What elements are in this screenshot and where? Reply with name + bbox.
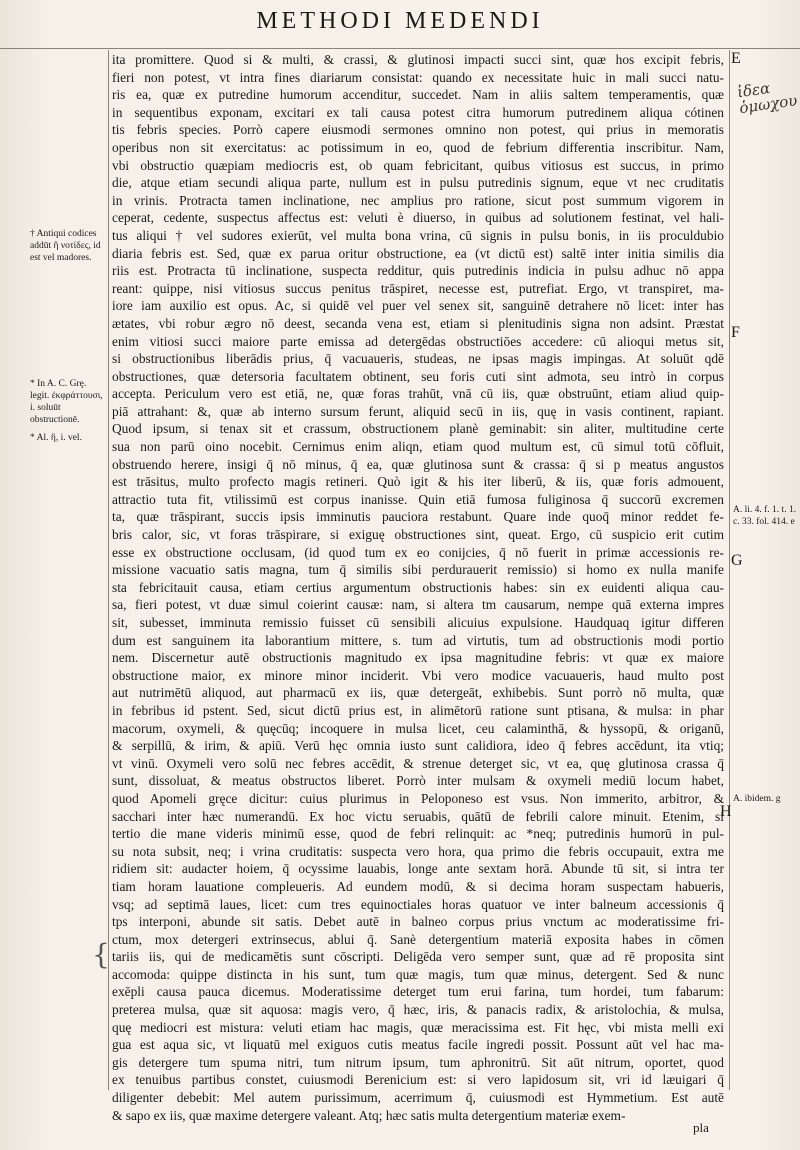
text-line: operibus non sit exercitatus: ac potissimum in eo, quod de febrium differentia inscribitur. Nam, <box>112 139 724 155</box>
text-line: tertio die mane videris minimū esse, quod de febri relinquit: ac *neq; putredinis humorū in pul- <box>112 826 724 842</box>
main-text-block <box>112 51 724 1124</box>
text-line: ceperat, cedente, suspectus affectus est: veluti è diuerso, in quibus ad solutionem festinat, vel hali- <box>112 210 724 226</box>
text-line: ridiem sit: audacter hoiem, q̄ ocyssime lauabis, longe ante sextam horā. Abunde tū sit, si intra ter <box>112 861 724 877</box>
text-line: esse ex obstructione occlusam, (id quod tum ex eo conijcies, q̄ nō fuerit in primæ accessionis re- <box>112 544 724 560</box>
right-column-rule <box>729 50 730 1090</box>
left-column-rule <box>108 50 109 1090</box>
left-margin-note-1: † Antiqui codices addūt ἢ νοτίδες, id est vel madores. <box>30 229 101 263</box>
text-line: missione vacuatio satis magna, tum q̄ similis sibi perdurauerit remissio) si homo ex nulla manife <box>112 562 724 578</box>
text-line: ex tenuibus partibus constet, cuiusmodi Berenicium est: si vero lapidosum sit, vri id læuigari q̄ <box>112 1072 724 1088</box>
text-line: tariis iis, qui de medicamētis sunt cōscripti. Deligēda vero semper sunt, quæ ad rē proposita sint <box>112 949 724 965</box>
text-line: quę mediocri est mistura: veluti etiam hac magis, quæ meracissima est. Fit hęc, vbi mista melli exi <box>112 1019 724 1035</box>
handwritten-annotation: ἰδεα ὁμωχου <box>735 78 799 118</box>
section-letter-h: H <box>720 803 732 820</box>
section-letter-e: E <box>731 50 741 67</box>
text-line: sua non parū oino nocebit. Cernimus enim aliqn, etiam quod multum est, cū simul totū cōfluit, <box>112 439 724 455</box>
text-line: preterea mulsa, quæ sit aquosa: magis vero, q̄ hæc, iris, & panacis radix, & aristolochia, & mulsa, <box>112 1002 724 1018</box>
text-line: vt vinū. Oxymeli vero solū nec febres accēdit, & strenue deterget sic, vt ea, quę glutinosa crassa q̄ <box>112 755 724 771</box>
text-line: exēpli causa pauca dicemus. Moderatissime deterget tum erui farina, tum hordei, tum fabarum: <box>112 984 724 1000</box>
text-line: ita promittere. Quod si & multi, & crassi, & glutinosi impacti succi sint, quæ hos excipit febris, <box>112 52 724 67</box>
text-line: diaria febris est. Sed, quæ ex parua oritur obstructione, ea (vt dictū est) saltē inter initia similis dia <box>112 245 724 261</box>
text-line: obstruendo herere, insigi q̄ nō minus, q̄ ea, quæ glutinosa sunt & crassa: q̄ si p meatus angustos <box>112 456 724 472</box>
text-line: tis febris species. Porrò capere eiusmodi sermones omnino non potest, qui prius in memoratis <box>112 122 724 138</box>
text-line: bris calor, sic, vt foras trāspirare, si exiguę obstructiones sint, queat. Ergo, cū suspicio erit cutim <box>112 527 724 543</box>
text-line: si obstructionibus liberādis prius, q̄ vacuaueris, studeas, ne ipsas magis impingas. At soluūt qdē <box>112 351 724 367</box>
text-line: macorum, oxymeli, & quęcūq; incoquere in mulsa licet, ceu calaminthā, & hyssopū, & origanū, <box>112 720 724 736</box>
left-margin-note-2: * In A. C. Grę. legit. ἐκφράττουσι, i. soluūt obstructionē. <box>30 379 103 425</box>
text-line: riis est. Protracta tū inclinatione, suspecta redditur, quis putredinis indicia in pulsu adhuc nō appa <box>112 263 724 279</box>
text-line: vsq; ad septimā laues, licet: cum tres equinoctiales horas quatuor ve inter balneum accessionis q̄ <box>112 896 724 912</box>
text-line: Quod ipsum, si tenax sit et crassum, obstructionem planè geminabit: sin aliter, multitudine certe <box>112 421 724 437</box>
text-line: est trāsitus, multo profecto magis retineri. Quò igit & his iter liberū, & iis, quæ foris admouent, <box>112 474 724 490</box>
text-line: gis detergere tum spuma nitri, tum nitrum ipsum, tum aphronitrū. Sit aūt nitrum, oportet, quod <box>112 1054 724 1070</box>
text-line: tps interponi, abunde sit satis. Debet autē in balneo corpus prius vnctum ac moderatissime fri- <box>112 914 724 930</box>
text-line: diligenter debebit: Mel autem purissimum, acerrimum q̄, cuiusmodi est Hymmetium. Est autē <box>112 1090 724 1106</box>
margin-brace-mark: { <box>92 938 110 971</box>
text-line: gua est aqua sic, vt liquatū mel exiguos cutis meatus facile ingredi possit. Possunt aūt vel hac ma- <box>112 1037 724 1053</box>
text-line: ris ea, quæ ex putredine humorum accenditur, succedet. Nam in aliis saltem temperamentis, quæ <box>112 87 724 103</box>
text-line: nem. Discernetur autē obstructionis magnitudo ex ipsa magnitudine febris: vt quæ ex maiore <box>112 650 724 666</box>
text-line: piā attrahant: &, quæ ab interno sursum ferunt, aliquid secū in iis, quę in vasis continent, rapiant. <box>112 403 724 419</box>
left-margin-note-3: * Al. ἢ, i. vel. <box>30 433 82 443</box>
header-rule <box>0 48 800 49</box>
catchword: pla <box>693 1120 709 1135</box>
text-line: & serpillū, & irim, & apiū. Verū hęc omnia iusto sunt calidiora, ideo q̄ febres accēdunt, ita vtiq; <box>112 738 724 754</box>
text-line: sta febricitauit causa, etiam certius argumentum obstructionis habes: sin ex euidenti aliqua cau- <box>112 579 724 595</box>
right-margin-note-1: A. li. 4. f. 1. t. 1. c. 33. fol. 414. e <box>733 505 797 527</box>
text-line: in febribus id pstent. Sed, sicut dictū prius est, in alimētorū ratione sunt ptisana, & mulsa: in phar <box>112 702 724 718</box>
text-line: sunt, dissoluat, & meatus obstructos liberet. Porrò inter mulsam & oxymeli mediū locum habet, <box>112 773 724 789</box>
text-line: enim vitiosi succi maiore parte emissa ad detergēdas obstructiōes accedere: cū alioqui metus sit, <box>112 333 724 349</box>
text-line: in vrinis. Protracta tamen inclinatione, nec amplius pro ratione, sicut post summum vigorem in <box>112 192 724 208</box>
text-line: ætates, vbi robur ægro nō deest, secanda vena est, etiam si plenitudinis signa non adsint. Præstat <box>112 315 724 331</box>
text-line: fieri non potest, vt intra fines diariarum consistat: quando ex necessitate huic in mali succi natu- <box>112 69 724 85</box>
text-line: sacchari inter hæc numerandū. Ex hoc victu seruabis, quātū de febrili calore minuit. Etenim, si <box>112 808 724 824</box>
text-line: tiam horam lauatione compleueris. Ad eundem modū, & si decima horam suspectam habueris, <box>112 878 724 894</box>
text-line: su nota subsit, neq; i vrina cruditatis: suspecta vero hora, qua primo die febris occupauit, extra me <box>112 843 724 859</box>
text-line: in sequentibus exponam, excitari ex tali causa potest citra humorum putredinem aliqua cótinen <box>112 104 724 120</box>
text-line: reant: quippe, nisi vitiosus succus penitus trāspiret, necesse est, putrefiat. Ergo, vt transpiret, ma- <box>112 280 724 296</box>
text-line: die, atque etiam secundi aliqua parte, nullum est in pulsu putredinis signum, eque vt nec cruditatis <box>112 175 724 191</box>
text-line: sit, subesset, imminuta remissio fuisset cū sensibili alicuius expulsione. Haudquaq igitur differen <box>112 615 724 630</box>
text-line: vbi obstructio quæpiam mediocris est, ob quam febricitant, quibus vitiosus est succus, in primo <box>112 157 724 173</box>
text-line: attractio tuta fit, vtilissimū est corpus inanisse. Quin etiā fumosa fuliginosa q̄ succorū excremen <box>112 491 724 507</box>
text-line: quod Apomeli gręce dicitur: cuius plurimus in Peloponeso est vsus. Non immerito, arbitror, & <box>112 790 724 806</box>
text-line: dum est sanguinem ita laborantium mittere, s. tum ad virtutis, tum ad obstructionis modi portio <box>112 632 724 648</box>
text-line: obstructiones, quæ detersoria facultatem obtinent, seu foris cuti sint admota, seu intrò in corpus <box>112 368 724 384</box>
text-line: ta, quæ trāspirant, succis ipsis imminutis pauciora restabunt. Quare inde quoq̄ minor reddet fe- <box>112 509 724 525</box>
section-letter-f: F <box>731 324 740 341</box>
running-header: METHODI MEDENDI <box>256 8 544 34</box>
section-letter-g: G <box>731 552 743 569</box>
text-line: ctum, mox detergeri extrinsecus, ablui q̄. Sanè detergentium materiā exposita habes in cōmen <box>112 931 724 947</box>
text-line: aut nutrimētū aliquod, aut pharmacū ex iis, quæ detergeāt, exhibebis. Sunt porrò nō multa, quæ <box>112 685 724 701</box>
text-line: iore iam auxilio est opus. Ac, si quidē vel puer vel senex sit, sanguinē detrahere nō licet: inter has <box>112 298 724 314</box>
text-line: obstructione maior, ex minore minor inciderit. Vbi vero modice vacuaueris, haud multo post <box>112 667 724 683</box>
text-line: tus aliqui † vel sudores exierūt, vel multa bona vrina, cū signis in pulsu bonis, in iis proculdubio <box>112 227 724 243</box>
text-line: sa, fieri potest, vt duæ simul coierint causæ: nam, si altera tm causarum, nempe quā externa impres <box>112 597 724 613</box>
text-line: & sapo ex iis, quæ maxime detergere valeant. Atq; hæc satis multa detergentium materiæ exem- <box>112 1107 626 1123</box>
text-line: accepta. Periculum vero est etiā, ne, quæ foras trahūt, vnā cū iis, quæ obstruūnt, etiam aliud quip- <box>112 386 724 402</box>
right-margin-note-2: A. ibidem. g <box>733 794 781 804</box>
text-line: accomoda: quippe distincta in his sunt, tum quæ magis, tum quæ minus, detergent. Sed & nunc <box>112 966 724 982</box>
